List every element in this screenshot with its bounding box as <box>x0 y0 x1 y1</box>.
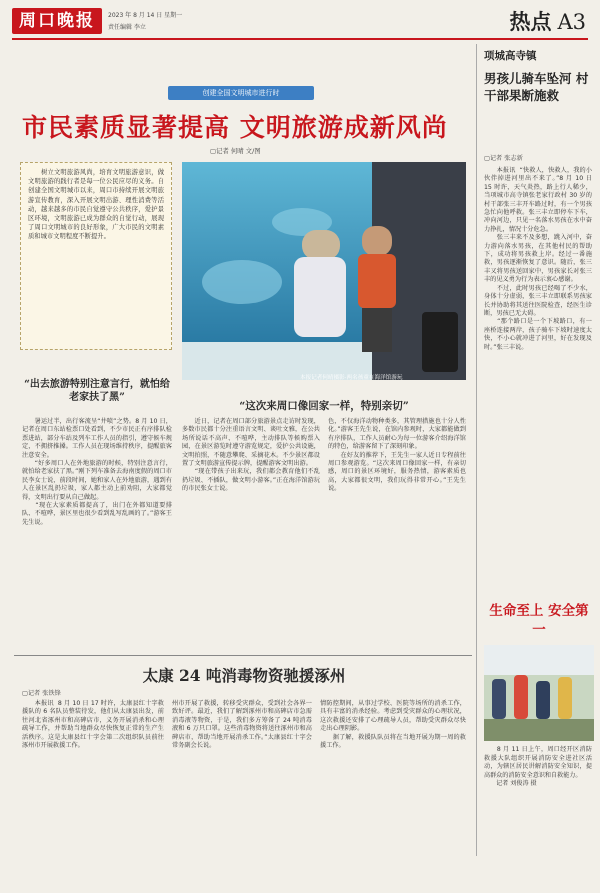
right-byline-text: 记者 张志新 <box>489 155 523 162</box>
main-byline <box>210 146 261 155</box>
section-header <box>509 6 586 36</box>
right-kicker: 项城高寺镇 <box>484 50 537 62</box>
main-column-2: 近日，记者在周口部分旅游景点走访时发现，多数市民都十分注重语言文明、谈吐文雅，在公共场所说话不高声、不喧哗，主动排队等候购票入园，在景区游览时遵守游览规定，爱护公共设施，文明拍照，不随意攀爬、采摘花木。不少景区都设置了文明旅游宣传提示牌，提醒游客文明出游。 “现在带孩子出来玩，我们都会教育他们不乱扔垃圾、不插队，做文明小游客。”正在海洋馆游玩的市民张女士说。 <box>182 418 320 493</box>
right-body: 本报讯 “快救人，快救人，我的小伙伴掉进河里出不来了。”8 月 10 日 15 时许，天气炎热，路上行人稀少，当项城市高寺镇张老家行政村 30 岁的村干部张三丰开车路过时，有一个男孩急忙向他呼救。张三丰立即停车下车，冲向河边，只见一名落水男孩在水中奋力挣扎，情况十分危急。 张三丰来不及多想，跳入河中，奋力游向落水男孩，在其他村民的帮助下，成功将男孩救上岸。经过一番施救，男孩逐渐恢复了意识。随后，张三丰又将男孩送回家中，男孩家长对张三丰的见义勇为行为表示衷心感谢。 不过，此时男孩已经喝了不少水，身体十分虚弱，张三丰立即联系男孩家长并协助将其送往医院检查，经医生诊断，男孩已无大碍。 “那个路口是一个下坡路口，有一座桥连接两岸，孩子骑车下坡时速度太快，不小心就冲进了河里，好在发现及时。”张三丰说。 <box>484 167 592 351</box>
bottom-column-2: 州市开展了救援，转移受灾群众，受到社会各界一致好评。最近，我们了解到涿州市和高碑店市急需消毒液等物资，于是，我们多方筹备了 24 吨消毒液和 6 万只口罩。这些消毒物资将送往涿州市和高碑店市，帮助当地开展消杀工作。”太康县红十字会常务副会长说。 <box>172 700 312 750</box>
main-byline-text: 记者 何晴 文/图 <box>216 147 261 155</box>
right-byline <box>484 153 523 162</box>
column-divider <box>476 44 477 856</box>
main-kicker: 创建全国文明城市进行时 <box>168 86 314 100</box>
intro-text: 树立文明旅游风尚，培育文明旅游意识，做文明旅游的践行者是每一位公民应尽的义务。自创建全国文明城市以来，周口市持续开展文明旅游宣传教育，深入开展文明出游、理性消费等活动，越来越多的市民自觉遵守公共秩序，爱护景区环境，文明旅游已成为群众的自觉行动，展现了周口文明城市的良好形象，广大市民的文明素质和城市文明程度不断提升。 <box>28 169 164 241</box>
responsible-editor: 责任编辑 李立 <box>108 24 146 31</box>
right-headline: 男孩儿骑车坠河 村干部果断施救 <box>484 71 589 103</box>
byline-icon: ▢ <box>22 690 28 697</box>
bottom-column-3: 情防控期间，从事过学校、医院等场所的消杀工作，具有丰富的消杀经验。考虑到受灾群众的心理状况，这次救援还安排了心理疏导人员，帮助受灾群众尽快走出心理阴影。 据了解，救援队队员将在当地开展为期一周的救援工作。 <box>320 700 466 750</box>
right-photo-caption: 8 月 11 日上午，周口经开区消防救援大队组织开展消防安全进社区活动，为辖区居民讲解消防安全知识，提高群众的消防安全意识和自救能力。 记者 刘俊涛 摄 <box>484 746 592 788</box>
page-number: A3 <box>557 10 586 34</box>
fire-safety-photo-illustration <box>484 645 594 741</box>
aquarium-photo <box>182 162 466 380</box>
byline-icon: ▢ <box>484 155 490 162</box>
newspaper-logo: 周口晚报 <box>12 8 102 34</box>
main-headline: 市民素质显著提高 文明旅游成新风尚 <box>22 113 448 142</box>
issue-date: 2023 年 8 月 14 日 星期一 <box>108 12 183 19</box>
bottom-byline <box>22 688 61 697</box>
main-column-1: 暑运过半，出行客流呈“井喷”之势。8 月 10 日，记者在周口东站检票口处看到，不少市民正有序排队检票进站，部分车站及列车工作人员的指引，遵守候车规定，不拥挤推搡。工作人员在现场维持秩序，提醒旅客注意安全。 “好多周口人在外地旅游的时候，特别注意言行，就怕给老家扶了黑。”刚下列车准备去海南度假的周口市民李女士说，前段时间，她和家人在外地旅游，遇到有人在景区乱扔垃圾，家人都主动上前劝阻，大家都觉得，文明出行要从自己做起。 “现在大家素质都提高了，出门在外都知道要排队、不喧哗，景区里也很少看到乱写乱画的了。”游客王先生说。 <box>22 418 172 526</box>
subhead-mid: “这次来周口像回家一样，特别亲切” <box>239 400 409 412</box>
byline-icon: ▢ <box>210 147 217 155</box>
photo-caption: 本报记者何晴摄影·两名孩童在海洋馆游玩 <box>300 375 403 381</box>
right-headline-2: 生命至上 安全第一 <box>489 603 589 638</box>
bottom-column-1: 本报讯 8 月 10 日 17 时许，太康县红十字救援队的 6 名队员整装待发，他们从太康县出发，前往河北省涿州市和高碑店市，义务开展消杀和心理疏导工作，并帮助当地群众尽快恢复正常的生产生活秩序。这是太康县红十字会第二次组织队员前往涿州市开展救援工作。 <box>22 700 164 750</box>
aquarium-photo-illustration <box>182 162 466 380</box>
main-column-3: 色，不仅海洋动物种类多，其管理措施也十分人性化。”游客王先生说，在馆内参观时，大家都能做到有序排队，工作人员耐心为每一位游客介绍海洋馆的特色，给游客留下了深刻印象。 在好友的推荐下，王先生一家人近日专程前往周口参观游览。“这次来周口像回家一样，有亲切感，周口的景区环境好，服务热情，游客素质也高，大家都很文明，我们玩得非常开心。”王先生说。 <box>328 418 466 493</box>
bottom-story-rule <box>14 655 472 656</box>
subhead-left: “出去旅游特别注意言行，就怕给老家扶了黑” <box>24 379 170 403</box>
bottom-headline: 太康 24 吨消毒物资驰援涿州 <box>142 666 346 685</box>
masthead-rule <box>12 38 588 40</box>
fire-safety-photo <box>484 645 594 741</box>
bottom-byline-text: 记者 张铁锋 <box>27 690 61 697</box>
section-name: 热点 <box>509 9 552 34</box>
